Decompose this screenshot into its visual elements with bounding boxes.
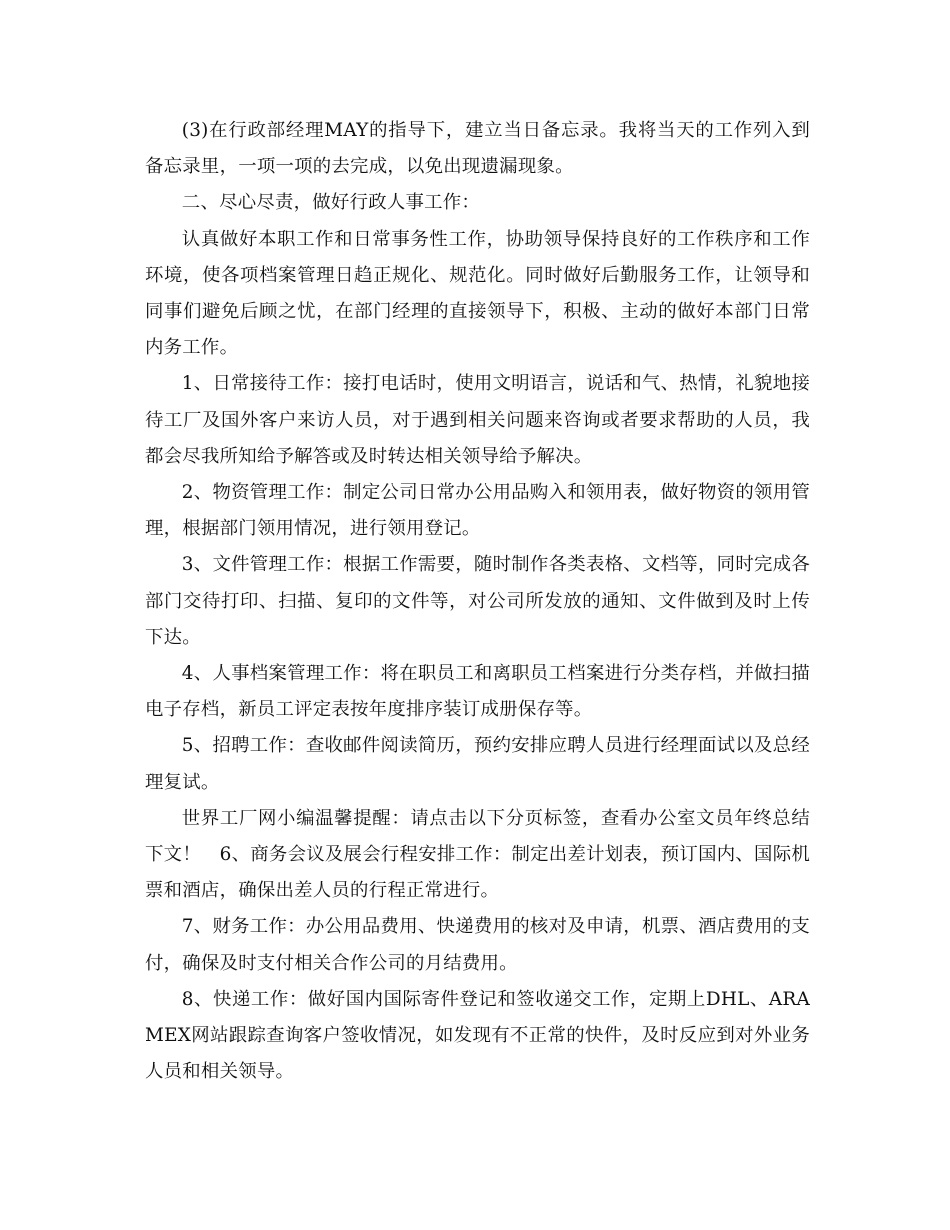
paragraph-finance: 7、财务工作：办公用品费用、快递费用的核对及申请，机票、酒店费用的支付，确保及时支付相关合作公司的月结费用。 xyxy=(145,916,810,974)
paragraph-supplies: 2、物资管理工作：制定公司日常办公用品购入和领用表，做好物资的领用管理，根据部门领用情况，进行领用登记。 xyxy=(145,482,810,540)
paragraph-courier: 8、快递工作：做好国内国际寄件登记和签收递交工作，定期上DHL、ARAMEX网站跟踪查询客户签收情况，如发现有不正常的快件，及时反应到对外业务人员和相关领导。 xyxy=(145,988,810,1083)
document-body xyxy=(145,113,810,1090)
paragraph-personnel-files: 4、人事档案管理工作：将在职员工和离职员工档案进行分类存档，并做扫描电子存档，新员工评定表按年度排序装订成册保存等。 xyxy=(145,663,810,721)
section-heading-admin-hr: 二、尽心尽责，做好行政人事工作： xyxy=(181,192,481,214)
paragraph-duties-overview: 认真做好本职工作和日常事务性工作，协助领导保持良好的工作秩序和工作环境，使各项档案管理日趋正规化、规范化。同时做好后勤服务工作，让领导和同事们避免后顾之忧，在部门经理的直接领导下，积极、主动的做好本部门日常内务工作。 xyxy=(145,228,810,359)
paragraph-reception: 1、日常接待工作：接打电话时，使用文明语言，说话和气、热情，礼貌地接待工厂及国外客户来访人员，对于遇到相关问题来咨询或者要求帮助的人员，我都会尽我所知给予解答或及时转达相关领导给予解决。 xyxy=(145,373,810,467)
paragraph-documents: 3、文件管理工作：根据工作需要，随时制作各类表格、文档等，同时完成各部门交待打印、扫描、复印的文件等，对公司所发放的通知、文件做到及时上传下达。 xyxy=(145,554,810,648)
paragraph-memo: (3)在行政部经理MAY的指导下，建立当日备忘录。我将当天的工作列入到备忘录里，一项一项的去完成，以免出现遗漏现象。 xyxy=(145,120,810,178)
paragraph-reminder-travel: 世界工厂网小编温馨提醒：请点击以下分页标签，查看办公室文员年终总结下文！ 6、商务会议及展会行程安排工作：制定出差计划表，预订国内、国际机票和酒店，确保出差人员的行程正常进行。 xyxy=(145,807,810,902)
paragraph-recruitment: 5、招聘工作：查收邮件阅读简历，预约安排应聘人员进行经理面试以及总经理复试。 xyxy=(145,735,810,793)
